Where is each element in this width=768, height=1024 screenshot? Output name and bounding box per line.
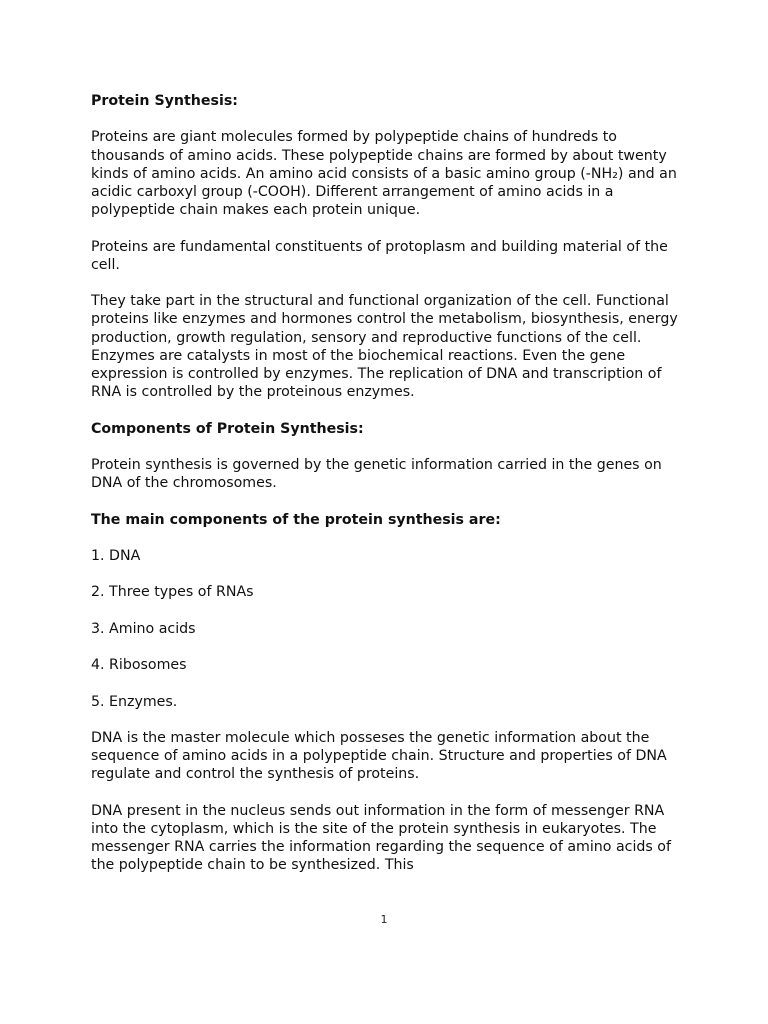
list-item-ribosomes: 4. Ribosomes bbox=[91, 657, 187, 674]
paragraph-master-molecule: DNA is the master molecule which posseses the genetic information about the sequence of amino acids in a polypeptide chain. Structure and properties of DNA regulate and control the synthesis of proteins. bbox=[91, 729, 667, 783]
paragraph-proteins-intro: Proteins are giant molecules formed by polypeptide chains of hundreds to thousands of amino acids. These polypeptide chains are formed by about twenty kinds of amino acids. An amino acid consists of a basic amino group (-NH₂) and an acidic carboxyl group (-COOH). Different arrangement of amino acids in a polypeptide chain makes each protein unique. bbox=[91, 129, 677, 219]
list-item-enzymes: 5. Enzymes. bbox=[91, 693, 178, 710]
heading-main-components: The main components of the protein synthesis are: bbox=[91, 511, 501, 528]
document-body bbox=[91, 92, 687, 893]
paragraph-functions: They take part in the structural and functional organization of the cell. Functional proteins like enzymes and hormones control the metabolism, biosynthesis, energy production, growth regulation, sensory and reproductive functions of the cell. Enzymes are catalysts in most of the biochemical reactions. Even the gene expression is controlled by enzymes. The replication of DNA and transcription of RNA is controlled by the proteinous enzymes. bbox=[91, 293, 678, 401]
heading-protein-synthesis: Protein Synthesis: bbox=[91, 93, 238, 109]
list-item-dna: 1. DNA bbox=[91, 547, 141, 564]
page-number: 1 bbox=[380, 913, 388, 926]
heading-components: Components of Protein Synthesis: bbox=[91, 420, 364, 437]
paragraph-protoplasm: Proteins are fundamental constituents of protoplasm and building material of the cell. bbox=[91, 238, 668, 273]
paragraph-messenger-rna: DNA present in the nucleus sends out information in the form of messenger RNA into the cytoplasm, which is the site of the protein synthesis in eukaryotes. The messenger RNA carries the information regarding the sequence of amino acids of the polypeptide chain to be synthesized. This bbox=[91, 802, 671, 874]
list-item-rnas: 2. Three types of RNAs bbox=[91, 584, 254, 601]
paragraph-genetic-information: Protein synthesis is governed by the genetic information carried in the genes on DNA of the chromosomes. bbox=[91, 456, 662, 492]
list-item-amino-acids: 3. Amino acids bbox=[91, 620, 196, 637]
